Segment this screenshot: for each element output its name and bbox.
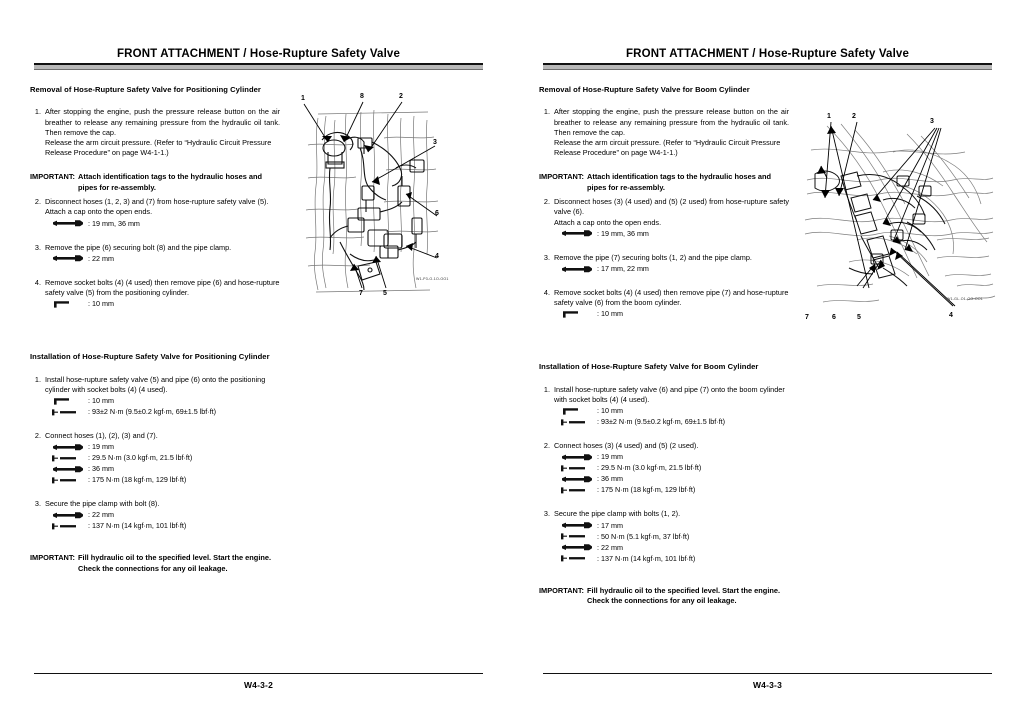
torque-wrench-icon xyxy=(560,464,594,473)
step-number: 1. xyxy=(543,107,550,117)
installation-section-title: Installation of Hose-Rupture Safety Valve for Positioning Cylinder xyxy=(30,352,270,362)
spacer xyxy=(30,539,280,553)
tool-spec xyxy=(554,521,789,531)
important-body xyxy=(78,553,280,574)
page-number: W4-3-2 xyxy=(243,680,274,690)
tool-spec xyxy=(554,543,789,553)
tool-spec xyxy=(554,485,789,495)
installation-step-3 xyxy=(539,509,789,563)
installation-step-2 xyxy=(30,431,280,485)
step-number: 3. xyxy=(34,242,41,252)
tool-value: : 10 mm xyxy=(597,406,623,416)
text-column-left xyxy=(30,84,280,578)
removal-step-2 xyxy=(539,197,789,239)
installation-step-1 xyxy=(30,375,280,417)
step-number: 4. xyxy=(543,288,550,298)
figure-callout-5: 5 xyxy=(383,290,387,297)
page-body-left xyxy=(0,84,509,660)
figure-callout-6: 6 xyxy=(832,314,836,321)
tool-value: : 22 mm xyxy=(88,253,114,263)
tool-spec xyxy=(45,521,280,531)
wrench-icon xyxy=(560,229,594,238)
step-paragraph: Install hose-rupture safety valve (5) and pipe (6) onto the positioning cylinder with socket bolts (4) (4 used). xyxy=(45,374,266,394)
removal-step-4 xyxy=(539,288,789,319)
step-number: 1. xyxy=(543,384,550,394)
important-label: IMPORTANT: xyxy=(539,585,585,595)
figure-callout-3: 3 xyxy=(930,118,934,125)
wrench-icon xyxy=(51,465,85,474)
spacer xyxy=(539,327,789,361)
tool-value: : 50 N·m (5.1 kgf·m, 37 lbf·ft) xyxy=(597,531,690,541)
removal-step-1 xyxy=(30,107,280,158)
step-text xyxy=(45,375,280,417)
tool-value: : 17 mm, 22 mm xyxy=(597,264,649,274)
wrench-icon xyxy=(51,219,85,228)
figure-positioning-cylinder xyxy=(288,90,488,305)
wrench-icon xyxy=(560,543,594,552)
hex-key-icon xyxy=(560,310,594,319)
tool-value: : 22 mm xyxy=(88,510,114,520)
hex-key-icon xyxy=(560,407,594,416)
figure-column-left xyxy=(288,90,488,305)
figure-callout-6: 6 xyxy=(435,210,439,217)
page-right xyxy=(509,0,1018,720)
figure-boom-cylinder xyxy=(797,90,997,330)
important-label: IMPORTANT: xyxy=(539,172,585,182)
tool-value: : 10 mm xyxy=(88,299,114,309)
page-footer-left xyxy=(34,673,483,690)
step-text xyxy=(554,441,789,495)
tool-spec xyxy=(554,309,789,319)
tool-value: : 10 mm xyxy=(88,396,114,406)
installation-step-1 xyxy=(539,385,789,427)
tool-value: : 22 mm xyxy=(597,542,623,552)
important-body xyxy=(78,172,280,193)
step-text xyxy=(45,107,280,158)
important-paragraph: Fill hydraulic oil to the specified level. Start the engine. Check the connections for any oil leakage. xyxy=(78,553,272,573)
step-paragraph: Disconnect hoses (3) (4 used) and (5) (2 used) from hose-rupture safety valve (6). xyxy=(554,197,789,217)
tool-value: : 19 mm xyxy=(597,452,623,462)
step-number: 3. xyxy=(543,252,550,262)
step-text xyxy=(554,385,789,427)
tool-spec xyxy=(45,254,280,264)
step-text xyxy=(45,197,280,228)
step-text xyxy=(45,431,280,485)
step-paragraph: Connect hoses (1), (2), (3) and (7). xyxy=(45,431,158,441)
torque-wrench-icon xyxy=(51,454,85,463)
figure-callout-4: 4 xyxy=(435,253,439,260)
tool-value: : 137 N·m (14 kgf·m, 101 lbf·ft) xyxy=(88,521,187,531)
tool-value: : 137 N·m (14 kgf·m, 101 lbf·ft) xyxy=(597,553,696,563)
figure-callout-2: 2 xyxy=(399,93,403,100)
tool-spec xyxy=(45,396,280,406)
figure-code: W1-GL-O1-OO-OO1 xyxy=(947,297,983,301)
wrench-icon xyxy=(51,443,85,452)
footer-rule xyxy=(34,673,483,674)
step-text xyxy=(554,253,789,274)
figure-callout-7: 7 xyxy=(805,314,809,321)
wrench-icon xyxy=(560,453,594,462)
spacer xyxy=(539,572,789,586)
hex-key-icon xyxy=(51,300,85,309)
tool-value: : 29.5 N·m (3.0 kgf·m, 21.5 lbf·ft) xyxy=(597,463,702,473)
page-number: W4-3-3 xyxy=(752,680,783,690)
tool-value: : 19 mm xyxy=(88,442,114,452)
figure-illustration xyxy=(288,90,478,305)
torque-wrench-icon xyxy=(560,418,594,427)
header-title: FRONT ATTACHMENT / Hose-Rupture Safety Valve xyxy=(116,48,401,60)
step-paragraph: Remove socket bolts (4) (4 used) then remove pipe (7) and hose-rupture safety valve (6) from the boom cylinder. xyxy=(554,288,789,308)
step-paragraph: Disconnect hoses (1, 2, 3) and (7) from hose-rupture safety valve (5). xyxy=(45,197,269,207)
step-paragraph: After stopping the engine, push the pressure release button on the air breather to release any remaining pressure from the hydraulic oil tank. Then remove the cap. xyxy=(554,107,789,137)
important-body xyxy=(587,586,789,607)
step-paragraph: Install hose-rupture safety valve (6) and pipe (7) onto the boom cylinder with socket bolts (4) (4 used). xyxy=(554,384,785,405)
step-paragraph: After stopping the engine, push the pressure release button on the air breather to release any remaining pressure from the hydraulic oil tank. Then remove the cap. xyxy=(45,107,280,137)
important-paragraph: Fill hydraulic oil to the specified level. Start the engine. Check the connections for any oil leakage. xyxy=(587,585,781,606)
step-number: 4. xyxy=(34,277,41,287)
tool-spec xyxy=(45,407,280,417)
wrench-icon xyxy=(560,265,594,274)
wrench-icon xyxy=(51,511,85,520)
tool-value: : 175 N·m (18 kgf·m, 129 lbf·ft) xyxy=(88,475,187,485)
wrench-icon xyxy=(51,254,85,263)
page-footer-right xyxy=(543,673,992,690)
step-paragraph: Release the arm circuit pressure. (Refer to “Hydraulic Circuit Pressure Release Procedure” on page W4-1-1.) xyxy=(554,138,781,158)
step-number: 3. xyxy=(34,499,41,509)
figure-callout-2: 2 xyxy=(852,113,856,120)
tool-spec xyxy=(45,475,280,485)
tool-spec xyxy=(45,442,280,452)
step-text xyxy=(45,278,280,309)
torque-wrench-icon xyxy=(560,486,594,495)
tool-value: : 93±2 N·m (9.5±0.2 kgf·m, 69±1.5 lbf·ft) xyxy=(88,407,217,417)
figure-callout-1: 1 xyxy=(301,95,305,102)
step-paragraph: Attach a cap onto the open ends. xyxy=(45,207,153,217)
removal-step-3 xyxy=(539,253,789,274)
removal-step-1 xyxy=(539,107,789,158)
step-text xyxy=(554,107,789,158)
step-text xyxy=(554,197,789,239)
step-paragraph: Remove the pipe (6) securing bolt (8) and the pipe clamp. xyxy=(45,242,232,252)
hex-key-icon xyxy=(51,397,85,406)
text-column-right xyxy=(539,84,789,610)
important-paragraph: Attach identification tags to the hydraulic hoses and pipes for re-assembly. xyxy=(78,172,262,192)
tool-value: : 19 mm, 36 mm xyxy=(88,218,140,228)
wrench-icon xyxy=(560,521,594,530)
installation-step-2 xyxy=(539,441,789,495)
tool-value: : 175 N·m (18 kgf·m, 129 lbf·ft) xyxy=(597,485,696,495)
tool-value: : 17 mm xyxy=(597,520,623,530)
important-paragraph: Attach identification tags to the hydraulic hoses and pipes for re-assembly. xyxy=(587,172,771,192)
step-text xyxy=(45,243,280,264)
step-paragraph: Connect hoses (3) (4 used) and (5) (2 used). xyxy=(554,441,699,451)
figure-callout-3: 3 xyxy=(433,139,437,146)
figure-callout-7: 7 xyxy=(359,290,363,297)
removal-step-2 xyxy=(30,197,280,228)
footer-rule xyxy=(543,673,992,674)
step-text xyxy=(554,509,789,563)
wrench-icon xyxy=(560,475,594,484)
tool-spec xyxy=(554,532,789,542)
torque-wrench-icon xyxy=(51,408,85,417)
removal-section-title: Removal of Hose-Rupture Safety Valve for Boom Cylinder xyxy=(539,85,750,94)
step-paragraph: Remove socket bolts (4) (4 used) then remove pipe (6) and hose-rupture safety valve (5) from the positioning cylinder. xyxy=(45,277,280,298)
page-header-left xyxy=(34,48,483,70)
tool-value: : 93±2 N·m (9.5±0.2 kgf·m, 69±1.5 lbf·ft) xyxy=(597,417,726,427)
tool-spec xyxy=(554,463,789,473)
figure-callout-4: 4 xyxy=(949,312,953,319)
tool-spec xyxy=(45,510,280,520)
step-paragraph: Release the arm circuit pressure. (Refer to “Hydraulic Circuit Pressure Release Procedure” on page W4-1-1.) xyxy=(45,138,272,158)
tool-value: : 19 mm, 36 mm xyxy=(597,228,649,238)
page-header-right xyxy=(543,48,992,70)
figure-callout-8: 8 xyxy=(360,93,364,100)
removal-important-note xyxy=(539,172,789,193)
figure-column-right xyxy=(797,90,997,330)
removal-step-3 xyxy=(30,243,280,264)
header-rule xyxy=(543,63,992,70)
tool-spec xyxy=(554,417,789,427)
header-rule xyxy=(34,63,483,70)
step-paragraph: Secure the pipe clamp with bolt (8). xyxy=(45,499,160,509)
important-label: IMPORTANT: xyxy=(30,553,76,563)
step-number: 3. xyxy=(543,509,550,519)
step-paragraph: Attach a cap onto the open ends. xyxy=(554,217,662,227)
tool-spec xyxy=(554,452,789,462)
page-body-right xyxy=(509,84,1018,660)
torque-wrench-icon xyxy=(560,532,594,541)
step-text xyxy=(45,499,280,531)
header-title: FRONT ATTACHMENT / Hose-Rupture Safety Valve xyxy=(625,48,910,60)
installation-important-note xyxy=(30,553,280,574)
tool-spec xyxy=(45,453,280,463)
torque-wrench-icon xyxy=(51,476,85,485)
tool-spec xyxy=(554,406,789,416)
removal-section-title: Removal of Hose-Rupture Safety Valve for Positioning Cylinder xyxy=(30,85,261,94)
spacer xyxy=(30,317,280,351)
step-text xyxy=(554,288,789,319)
step-number: 2. xyxy=(543,441,550,451)
tool-value: : 36 mm xyxy=(597,474,623,484)
tool-value: : 36 mm xyxy=(88,464,114,474)
step-number: 1. xyxy=(34,107,41,117)
step-number: 2. xyxy=(34,197,41,207)
tool-spec xyxy=(554,264,789,274)
tool-spec xyxy=(45,299,280,309)
important-body xyxy=(587,172,789,193)
installation-step-3 xyxy=(30,499,280,531)
step-number: 2. xyxy=(34,431,41,441)
torque-wrench-icon xyxy=(51,522,85,531)
step-number: 2. xyxy=(543,197,550,207)
tool-spec xyxy=(45,219,280,229)
removal-step-4 xyxy=(30,278,280,309)
step-paragraph: Secure the pipe clamp with bolts (1, 2). xyxy=(554,509,681,519)
figure-callout-1: 1 xyxy=(827,113,831,120)
figure-callout-5: 5 xyxy=(857,314,861,321)
figure-illustration xyxy=(797,90,997,330)
tool-value: : 29.5 N·m (3.0 kgf·m, 21.5 lbf·ft) xyxy=(88,453,193,463)
installation-section-title: Installation of Hose-Rupture Safety Valve for Boom Cylinder xyxy=(539,362,759,372)
torque-wrench-icon xyxy=(560,554,594,563)
figure-code: W1-P3-O-1O-OO1 xyxy=(416,277,449,281)
important-label: IMPORTANT: xyxy=(30,172,76,182)
installation-important-note xyxy=(539,586,789,607)
step-number: 1. xyxy=(34,374,41,384)
tool-value: : 10 mm xyxy=(597,309,623,319)
removal-important-note xyxy=(30,172,280,193)
step-paragraph: Remove the pipe (7) securing bolts (1, 2) and the pipe clamp. xyxy=(554,252,752,262)
tool-spec xyxy=(554,474,789,484)
tool-spec xyxy=(554,554,789,564)
tool-spec xyxy=(554,229,789,239)
tool-spec xyxy=(45,464,280,474)
